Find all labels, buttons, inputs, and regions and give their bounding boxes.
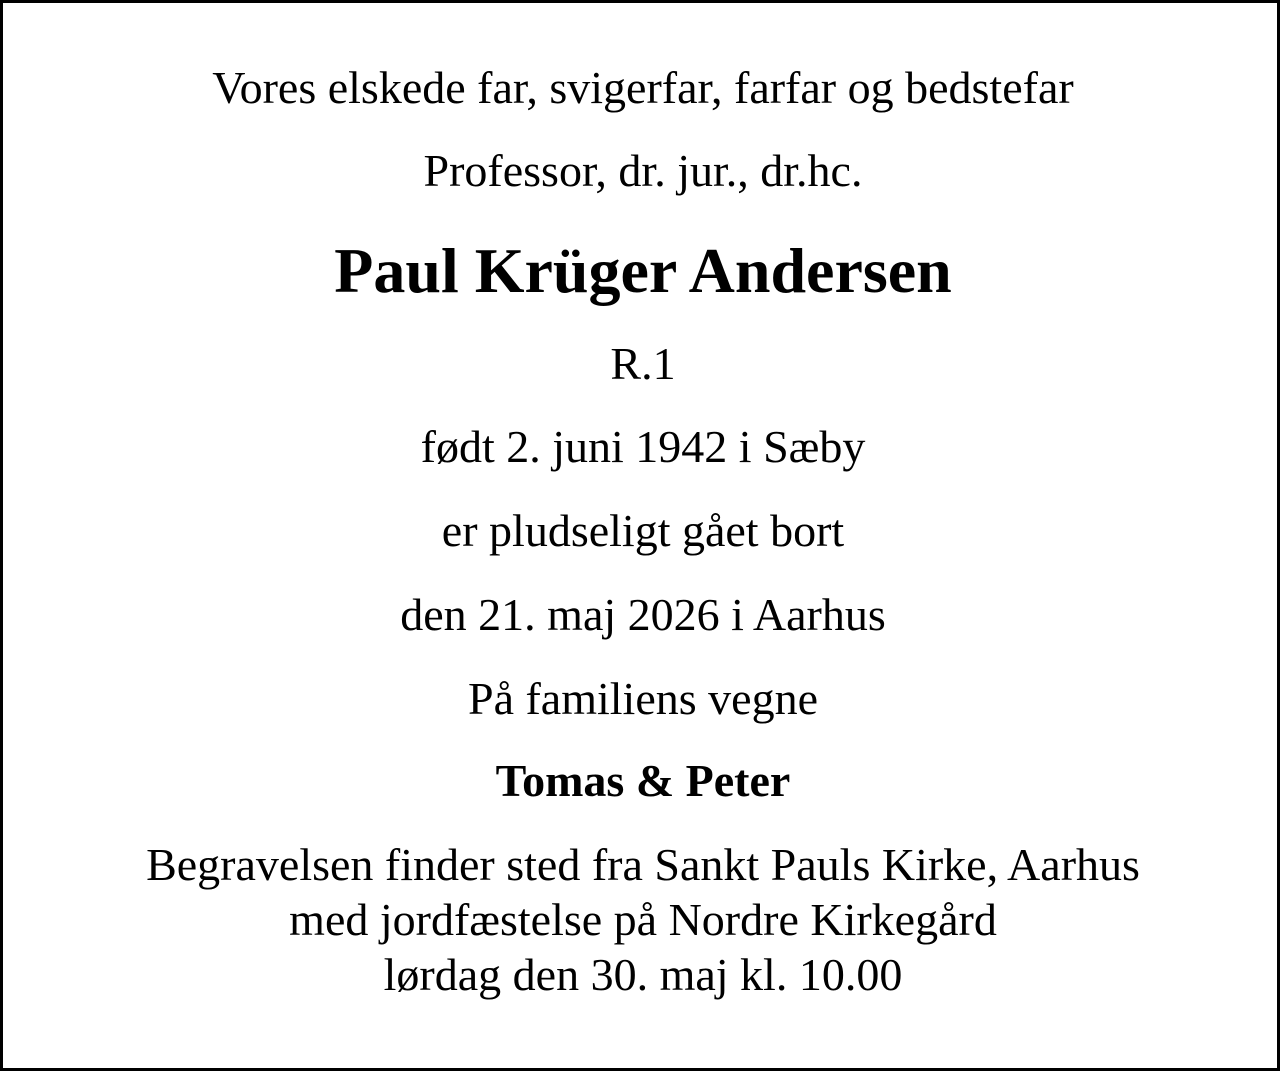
passed-line: er pludseligt gået bort (441, 505, 845, 556)
signed-by-line: Tomas & Peter (495, 755, 791, 806)
birth-line: født 2. juni 1942 i Sæby (420, 421, 866, 472)
funeral-line-burial: med jordfæstelse på Nordre Kirkegård (289, 894, 997, 945)
funeral-line-church: Begravelsen finder sted fra Sankt Pauls Kirke, Aarhus (146, 839, 1140, 890)
decoration-line: R.1 (610, 338, 676, 389)
death-date-line: den 21. maj 2026 i Aarhus (400, 589, 886, 640)
funeral-details (3, 837, 1280, 1002)
titles-line: Professor, dr. jur., dr.hc. (423, 145, 863, 196)
on-behalf-line: På familiens vegne (467, 673, 818, 724)
funeral-line-time: lørdag den 30. maj kl. 10.00 (383, 949, 903, 1000)
intro-line: Vores elskede far, svigerfar, farfar og bedstefar (212, 62, 1074, 113)
deceased-name: Paul Krüger Andersen (334, 235, 952, 306)
